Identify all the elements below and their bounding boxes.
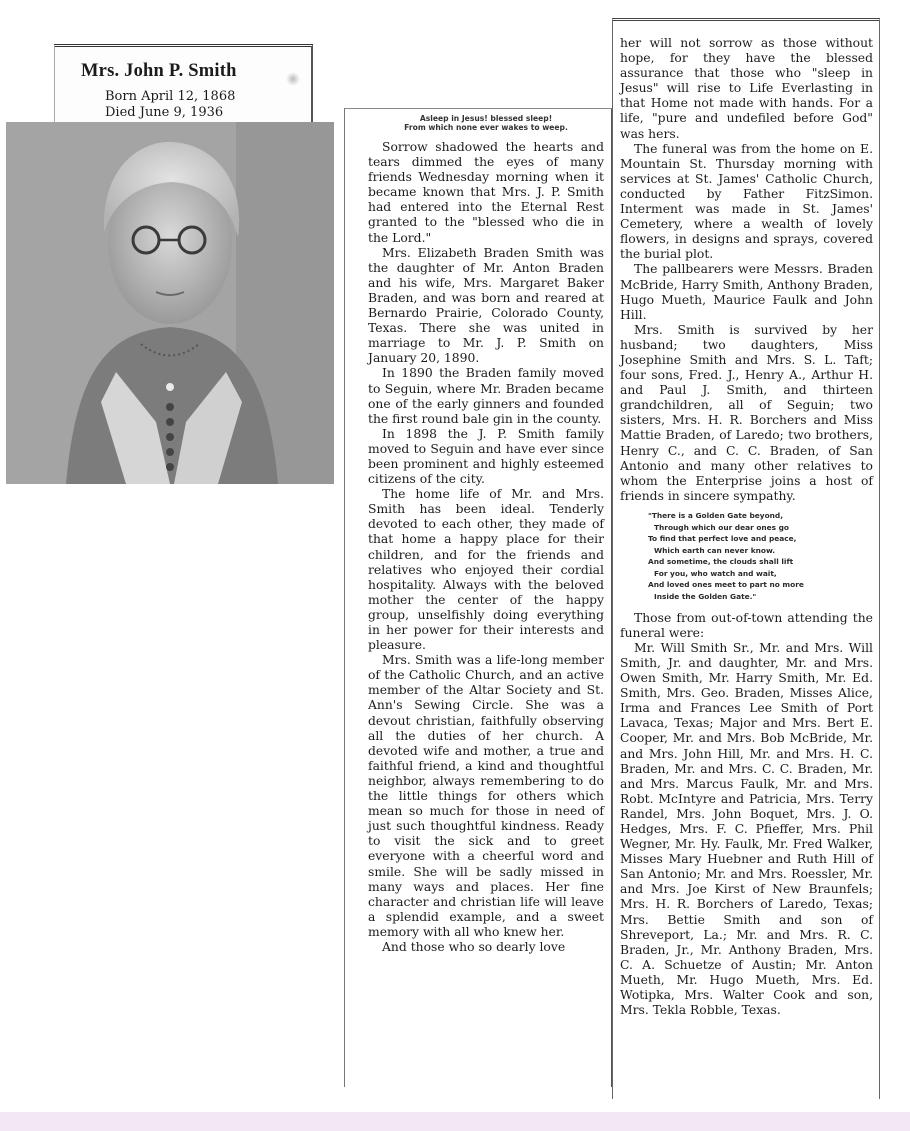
poem-line: Through which our dear ones go <box>654 522 790 532</box>
paragraph: And those who so dearly love <box>382 939 566 954</box>
paragraph: The funeral was from the home on E. Mountain St. Thursday morning with services at St. James' Catholic Church, conducted by Father FitzSimon. Interment was made in St. James' Cemetery, where a wealth of lovely flowers, in designs and sprays, covered the burial plot. <box>620 141 873 262</box>
poem-line: Inside the Golden Gate." <box>654 592 757 602</box>
portrait-illustration <box>6 122 334 484</box>
paragraph: her will not sorrow as those without hope, for they have the blessed assurance that those who "sleep in Jesus" will rise to Life Everlasting in that Home not made with hands. For a life, "pure and undefiled before God" was hers. <box>620 36 873 141</box>
portrait-photo <box>6 122 334 484</box>
epigraph <box>372 114 600 132</box>
print-smudge <box>286 72 300 86</box>
epigraph-line: Asleep in Jesus! blessed sleep! <box>419 114 553 123</box>
paragraph: Those from out-of-town attending the funeral were: <box>620 610 873 640</box>
birth-date: Born April 12, 1868 <box>105 89 236 104</box>
paragraph: In 1898 the J. P. Smith family moved to Seguin and have ever since been prominent and highly esteemed citizens of the city. <box>368 426 604 487</box>
epigraph-line: From which none ever wakes to weep. <box>404 123 568 132</box>
paragraph: Sorrow shadowed the hearts and tears dimmed the eyes of many friends Wednesday morning when it became known that Mrs. J. P. Smith had entered into the Eternal Rest granted to the "blessed who die in the Lord." <box>368 140 604 245</box>
poem-line: Which earth can never know. <box>654 545 776 555</box>
obituary-header <box>54 44 313 125</box>
attendees-list: Mr. Will Smith Sr., Mr. and Mrs. Will Smith, Jr. and daughter, Mr. and Mrs. Owen Smith, Mr. Harry Smith, Mr. Ed. Smith, Mrs. Geo. Braden, Misses Alice, Irma and Frances Lee Smith of Port Lavaca, Texas; Major and Mrs. Bert E. Cooper, Mr. and Mrs. Bob McBride, Mr. and Mrs. John Hill, Mr. and Mrs. H. C. Braden, Mr. and Mrs. C. C. Braden, Mr. and Mrs. Marcus Faulk, Mr. and Mrs. Robt. McIntyre and Patricia, Mrs. Terry Randel, Mrs. John Boquet, Mrs. J. O. Hedges, Mrs. F. C. Pfieffer, Mrs. Phil Wegner, Mr. Hy. Faulk, Mr. Fred Walker, Misses Mary Huebner and Ruth Hill of San Antonio; Mr. and Mrs. Roessler, Mr. and Mrs. Joe Kirst of New Braunfels; Mrs. H. R. Borchers of Laredo, Texas; Mrs. Bettie Smith and son of Shreveport, La.; Mr. and Mrs. R. C. Braden, Jr., Mr. Anthony Braden, Mrs. C. A. Schuetze of Austin; Mr. Anton Mueth, Mr. Hugo Mueth, Mrs. Ed. Wotipka, Mrs. Walter Cook and son, Mrs. Tekla Robble, Texas. <box>620 640 873 1018</box>
paragraph: The pallbearers were Messrs. Braden McBride, Harry Smith, Anthony Braden, Hugo Mueth, Maurice Faulk and John Hill. <box>620 262 873 322</box>
paragraph: The home life of Mr. and Mrs. Smith has been ideal. Tenderly devoted to each other, they made of that home a happy place for their children, and for the friends and relatives who enjoyed their cordial hospitality. Always with the beloved mother the center of the happy group, unselfishly doing everything in her power for their interests and pleasure. <box>368 487 604 653</box>
poem <box>648 510 873 603</box>
paragraph: Mrs. Smith was a life-long member of the Catholic Church, and an active member of the Altar Society and St. Ann's Sewing Circle. She was a devout christian, faithfully observing all the duties of her church. A devoted wife and mother, a true and faithful friend, a kind and thoughtful neighbor, always remembering to do the little things for others which mean so much for those in need of just such thoughtful kindness. Ready to visit the sick and to greet everyone with a cheerful word and smile. She will be sadly missed in many ways and places. Her fine character and christian life will leave a splendid example, and a sweet memory with all who knew her. <box>368 653 604 939</box>
obituary-column-three <box>620 36 873 1018</box>
death-date: Died June 9, 1936 <box>105 105 224 120</box>
poem-line: And loved ones meet to part no more <box>648 580 804 590</box>
paragraph: Mrs. Elizabeth Braden Smith was the daughter of Mr. Anton Braden and his wife, Mrs. Margaret Baker Braden, and was born and reared at Bernardo Prairie, Colorado County, Texas. There she was united in marriage to Mr. J. P. Smith on January 20, 1890. <box>368 245 604 366</box>
poem-line: And sometime, the clouds shall lift <box>648 557 794 567</box>
poem-line: For you, who watch and wait, <box>654 568 777 578</box>
deceased-name: Mrs. John P. Smith <box>81 61 237 81</box>
paragraph: Mrs. Smith is survived by her husband; two daughters, Miss Josephine Smith and Mrs. S. L. Taft; four sons, Fred. J., Henry A., Arthur H. and Paul J. Smith, and thirteen grandchildren, all of Seguin; two sisters, Mrs. H. R. Borchers and Miss Mattie Braden, of Laredo; two brothers, Henry C., and C. C. Braden, of San Antonio and many other relatives to whom the Enterprise joins a host of friends in sincere sympathy. <box>620 322 873 503</box>
poem-line: To find that perfect love and peace, <box>648 534 797 544</box>
page-bottom-strip <box>0 1112 910 1131</box>
paragraph: In 1890 the Braden family moved to Seguin, where Mr. Braden became one of the early ginners and founded the first round bale gin in the county. <box>368 366 604 426</box>
obituary-column-two <box>368 140 604 955</box>
poem-line: "There is a Golden Gate beyond, <box>648 510 784 520</box>
